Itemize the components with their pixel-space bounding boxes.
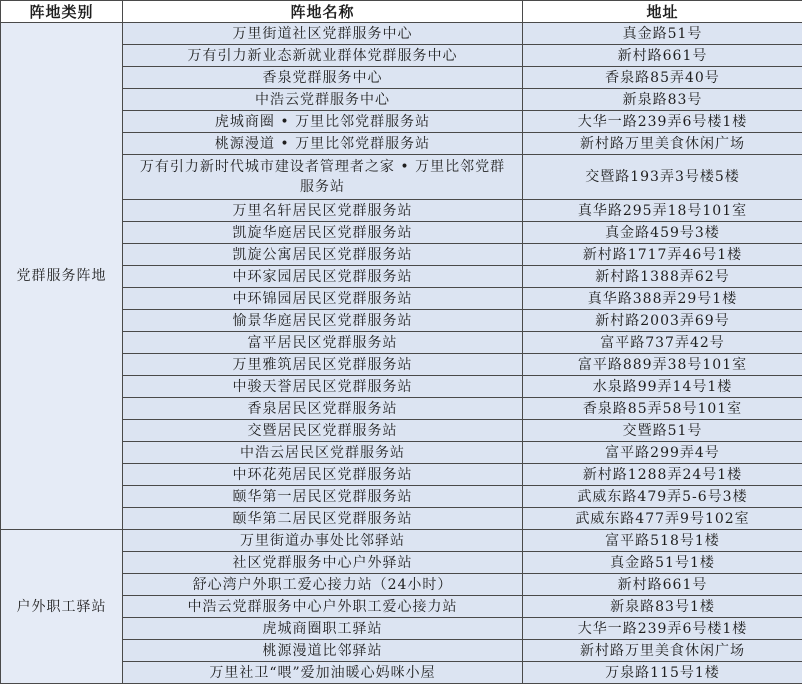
address-cell: 富平路737弄42号	[523, 332, 802, 354]
site-name-cell: 愉景华庭居民区党群服务站	[123, 310, 523, 332]
address-cell: 香泉路85弄58号101室	[523, 398, 802, 420]
address-cell: 新泉路83号	[523, 89, 802, 111]
address-cell: 新泉路83号1楼	[523, 596, 802, 618]
address-cell: 万泉路115号1楼	[523, 662, 802, 684]
site-name-cell: 凯旋公寓居民区党群服务站	[123, 244, 523, 266]
address-cell: 新村路661号	[523, 45, 802, 67]
table-row	[1, 530, 802, 552]
site-name-cell: 万里街道办事处比邻驿站	[123, 530, 523, 552]
address-cell: 武威东路479弄5-6号3楼	[523, 486, 802, 508]
address-cell: 新村路661号	[523, 574, 802, 596]
address-cell: 新村路万里美食休闲广场	[523, 133, 802, 155]
site-name-cell: 万有引力新时代城市建设者管理者之家 • 万里比邻党群服务站	[123, 155, 523, 200]
address-cell: 大华一路239弄6号楼1楼	[523, 618, 802, 640]
site-name-cell: 万里社卫“喂”爱加油暖心妈咪小屋	[123, 662, 523, 684]
site-name-cell: 中浩云党群服务中心户外职工爱心接力站	[123, 596, 523, 618]
site-name-cell: 中环家园居民区党群服务站	[123, 266, 523, 288]
address-cell: 新村路1717弄46号1楼	[523, 244, 802, 266]
address-cell: 交暨路193弄3号楼5楼	[523, 155, 802, 200]
site-name-cell: 香泉党群服务中心	[123, 67, 523, 89]
address-cell: 武威东路477弄9号102室	[523, 508, 802, 530]
address-cell: 真金路459号3楼	[523, 222, 802, 244]
header-name: 阵地名称	[123, 1, 523, 23]
site-name-cell: 富平居民区党群服务站	[123, 332, 523, 354]
site-name-cell: 凯旋华庭居民区党群服务站	[123, 222, 523, 244]
address-cell: 新村路2003弄69号	[523, 310, 802, 332]
site-name-cell: 舒心湾户外职工爱心接力站（24小时）	[123, 574, 523, 596]
address-cell: 富平路889弄38号101室	[523, 354, 802, 376]
address-cell: 香泉路85弄40号	[523, 67, 802, 89]
header-row	[1, 1, 802, 23]
site-name-cell: 香泉居民区党群服务站	[123, 398, 523, 420]
site-name-cell: 虎城商圈 • 万里比邻党群服务站	[123, 111, 523, 133]
site-name-cell: 桃源漫道比邻驿站	[123, 640, 523, 662]
address-cell: 新村路1388弄62号	[523, 266, 802, 288]
site-name-cell: 万有引力新业态新就业群体党群服务中心	[123, 45, 523, 67]
category-cell: 户外职工驿站	[1, 530, 123, 684]
address-cell: 大华一路239弄6号楼1楼	[523, 111, 802, 133]
site-name-cell: 中浩云居民区党群服务站	[123, 442, 523, 464]
table-body	[1, 23, 802, 684]
address-cell: 富平路299弄4号	[523, 442, 802, 464]
site-name-cell: 中环花苑居民区党群服务站	[123, 464, 523, 486]
address-cell: 富平路518号1楼	[523, 530, 802, 552]
site-name-cell: 万里街道社区党群服务中心	[123, 23, 523, 45]
address-cell: 真金路51号	[523, 23, 802, 45]
site-name-cell: 虎城商圈职工驿站	[123, 618, 523, 640]
site-name-cell: 中骏天誉居民区党群服务站	[123, 376, 523, 398]
category-cell: 党群服务阵地	[1, 23, 123, 530]
site-name-cell: 中环锦园居民区党群服务站	[123, 288, 523, 310]
table-row	[1, 23, 802, 45]
site-name-cell: 中浩云党群服务中心	[123, 89, 523, 111]
address-cell: 水泉路99弄14号1楼	[523, 376, 802, 398]
address-cell: 新村路万里美食休闲广场	[523, 640, 802, 662]
header-category: 阵地类别	[1, 1, 123, 23]
address-cell: 真华路295弄18号101室	[523, 200, 802, 222]
site-name-cell: 社区党群服务中心户外驿站	[123, 552, 523, 574]
site-name-cell: 交暨居民区党群服务站	[123, 420, 523, 442]
site-name-cell: 颐华第一居民区党群服务站	[123, 486, 523, 508]
header-address: 地址	[523, 1, 802, 23]
site-name-cell: 万里名轩居民区党群服务站	[123, 200, 523, 222]
address-cell: 新村路1288弄24号1楼	[523, 464, 802, 486]
site-name-cell: 万里雅筑居民区党群服务站	[123, 354, 523, 376]
site-name-cell: 桃源漫道 • 万里比邻党群服务站	[123, 133, 523, 155]
address-cell: 真华路388弄29号1楼	[523, 288, 802, 310]
address-cell: 交暨路51号	[523, 420, 802, 442]
address-cell: 真金路51号1楼	[523, 552, 802, 574]
site-name-cell: 颐华第二居民区党群服务站	[123, 508, 523, 530]
